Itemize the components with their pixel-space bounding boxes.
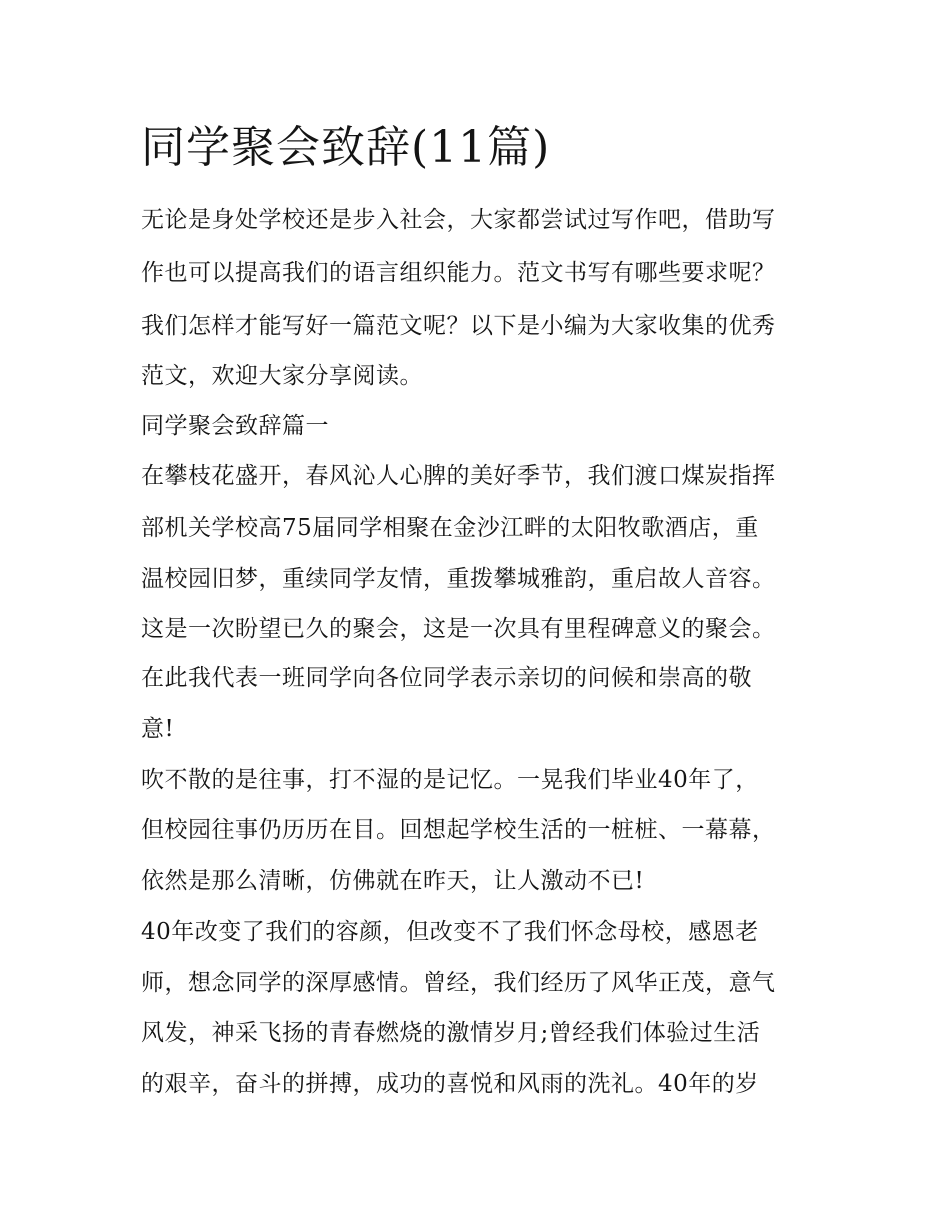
page-title: 同学聚会致辞(11篇) [141, 122, 551, 173]
body-line-12: 风发，神采飞扬的青春燃烧的激情岁月;曾经我们体验过生活 [141, 1020, 761, 1046]
body-line-9: 依然是那么清晰，仿佛就在昨天，让人激动不已! [141, 868, 645, 894]
body-line-6: 意! [141, 716, 175, 742]
body-line-4: 这是一次盼望已久的聚会，这是一次具有里程碑意义的聚会。 [141, 616, 776, 642]
body-line-11: 师，想念同学的深厚感情。曾经，我们经历了风华正茂，意气 [141, 970, 776, 996]
body-line-10: 40年改变了我们的容颜，但改变不了我们怀念母校，感恩老 [141, 919, 759, 945]
body-line-5: 在此我代表一班同学向各位同学表示亲切的问候和崇高的敬 [141, 665, 752, 691]
body-line-3: 温校园旧梦，重续同学友情，重拨攀城雅韵，重启故人音容。 [141, 566, 776, 592]
body-line-1: 在攀枝花盛开，春风沁人心脾的美好季节，我们渡口煤炭指挥 [141, 463, 776, 489]
section-heading: 同学聚会致辞篇一 [141, 413, 329, 439]
body-line-8: 但校园往事仍历历在目。回想起学校生活的一桩桩、一幕幕， [141, 817, 776, 843]
body-line-7: 吹不散的是往事，打不湿的是记忆。一晃我们毕业40年了， [141, 767, 759, 793]
intro-line-2: 作也可以提高我们的语言组织能力。范文书写有哪些要求呢？ [141, 260, 776, 286]
body-line-13: 的艰辛，奋斗的拼搏，成功的喜悦和风雨的洗礼。40年的岁 [141, 1071, 759, 1097]
body-line-2: 部机关学校高75届同学相聚在金沙江畔的太阳牧歌酒店，重 [141, 515, 759, 541]
intro-line-3: 我们怎样才能写好一篇范文呢？以下是小编为大家收集的优秀 [141, 313, 776, 339]
intro-line-1: 无论是身处学校还是步入社会，大家都尝试过写作吧，借助写 [141, 207, 776, 233]
intro-line-4: 范文，欢迎大家分享阅读。 [141, 363, 423, 389]
